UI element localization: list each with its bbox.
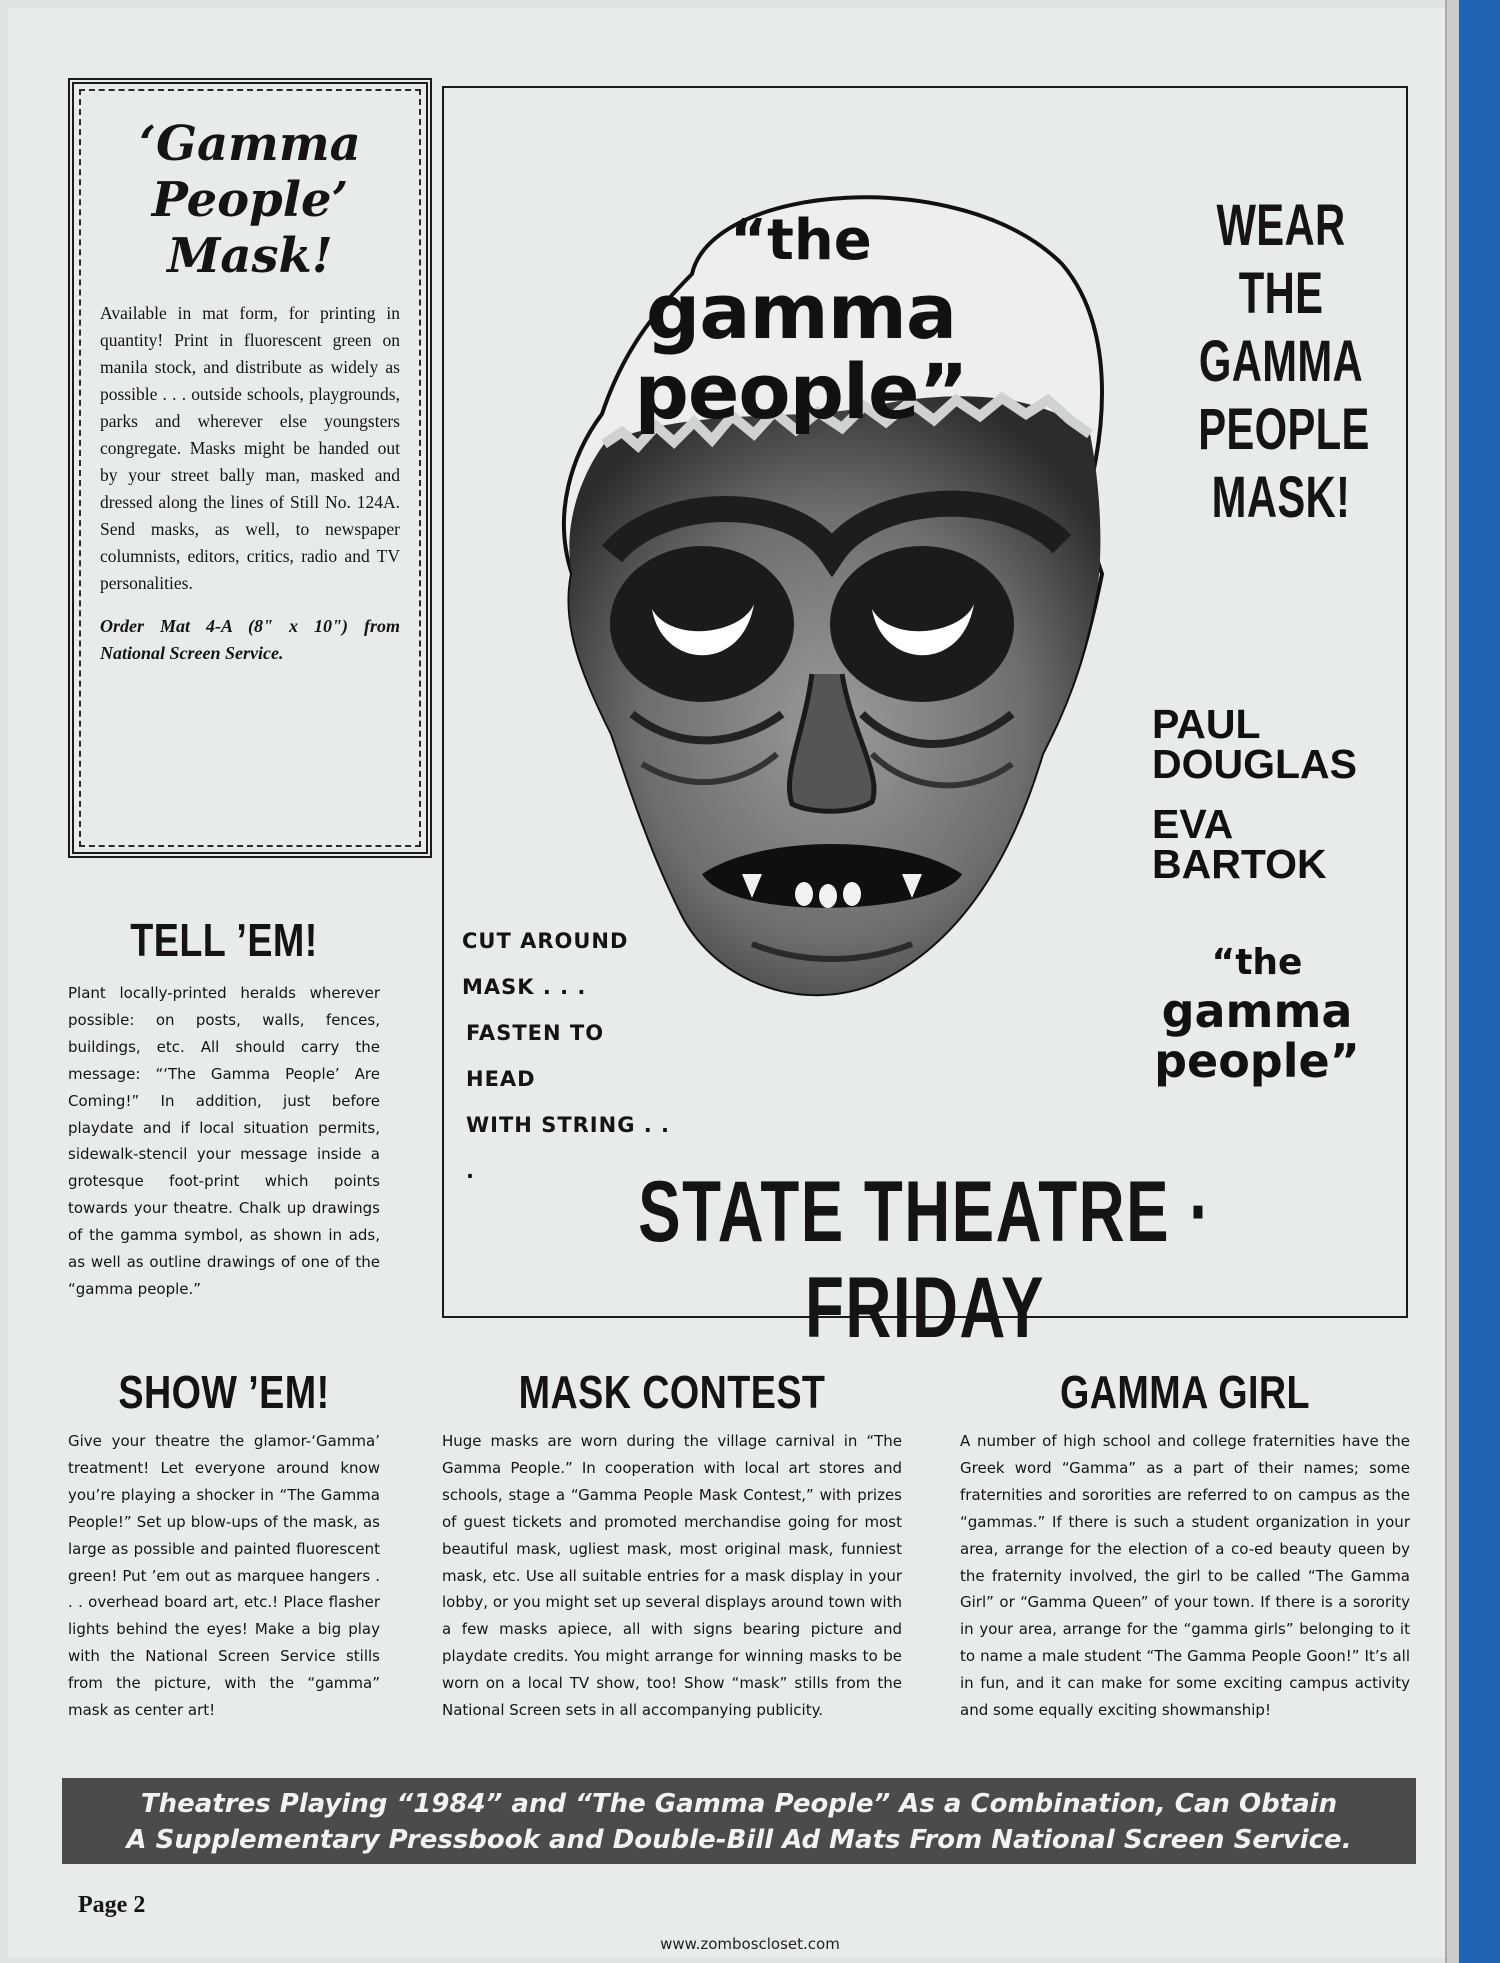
mask-promo-box xyxy=(68,78,432,858)
gamma-girl-heading: GAMMA GIRL xyxy=(1060,1366,1310,1418)
instruction-line: WITH STRING . . . xyxy=(466,1113,671,1183)
mask-promo-title-line: People’ xyxy=(151,172,349,228)
instruction-line: HEAD xyxy=(466,1067,536,1091)
cast-line: BARTOK xyxy=(1152,841,1327,887)
source-watermark: www.zomboscloset.com xyxy=(660,1935,840,1953)
side-title-gamma: gamma xyxy=(1161,984,1353,1038)
wear-mask-headline xyxy=(1166,192,1396,532)
wear-line: WEAR xyxy=(1216,193,1346,258)
title-line-the: “the xyxy=(730,208,872,273)
mask-ad-panel xyxy=(442,86,1408,1356)
blue-backdrop xyxy=(1452,0,1500,1963)
venue-text: STATE THEATRE · FRIDAY xyxy=(638,1164,1212,1356)
side-title-people: people” xyxy=(1154,1034,1360,1088)
title-line-gamma: gamma xyxy=(645,267,957,356)
gamma-girl-body: A number of high school and college fraternities have the Greek word “Gamma” as a part of their names; some fraternities and sororities are referred to on campus as the “gammas.” If there is such a student organization in your area, arrange for the election of a co-ed beauty queen by the fraternity involved, the girl to be called “The Gamma Girl” or “Gamma Queen” of your town. If there is a sorority in your area, arrange for the “gamma girls” belonging to it to name a male student “The Gamma People Goon!” It’s all in fun, and it can make for some exciting campus activity and some equally exciting showmanship! xyxy=(960,1432,1410,1720)
page-number: Page 2 xyxy=(78,1892,146,1918)
show-em-body: Give your theatre the glamor-‘Gamma’ treatment! Let everyone around know you’re playing a shocker in “The Gamma People!” Set up blow-ups of the mask, as large as possible and painted fluorescent green! Put ’em out as marquee hangers . . . overhead board art, etc.! Place flasher lights behind the eyes! Make a big play with the National Screen Service stills from the picture, with the “gamma” mask as center art! xyxy=(68,1432,380,1720)
page-spine xyxy=(1445,0,1459,1963)
instruction-line: FASTEN TO xyxy=(466,1021,605,1045)
cast-line: DOUGLAS xyxy=(1152,741,1357,787)
wear-line: PEOPLE xyxy=(1198,397,1370,462)
tell-em-section xyxy=(68,914,380,1303)
left-eye-socket xyxy=(610,546,794,702)
wear-line: MASK! xyxy=(1211,465,1351,530)
mask-promo-order: Order Mat 4-A (8" x 10") from National Screen Service. xyxy=(100,616,400,663)
gamma-girl-section xyxy=(960,1366,1410,1724)
wear-line: GAMMA xyxy=(1198,329,1364,394)
side-title-the: “the xyxy=(1211,942,1303,983)
instruction-line: MASK . . . xyxy=(462,975,587,999)
ad-side-title xyxy=(1112,940,1402,1086)
wear-line: THE xyxy=(1238,261,1324,326)
mask-promo-body: Available in mat form, for printing in quantity! Print in fluorescent green on manila stock, and distribute as widely as possible . . . outside schools, playgrounds, parks and wherever else youngsters congregate. Masks might be handed out by your street bally man, masked and dressed along the lines of Still No. 124A. Send masks, as well, to newspaper columnists, editors, critics, radio and TV personalities. xyxy=(100,303,400,593)
mask-promo-title xyxy=(100,116,400,284)
banner-line: Theatres Playing “1984” and “The Gamma People” As a Combination, Can Obtain xyxy=(140,1789,1338,1819)
tell-em-body: Plant locally-printed heralds wherever possible: on posts, walls, fences, buildings, etc. All should carry the message: “‘The Gamma People’ Are Coming!” In addition, just before playdate and if local situation permits, sidewalk-stencil your message inside a grotesque foot-print which points towards your theatre. Chalk up drawings of the gamma symbol, as shown in ads, as well as outline drawings of one of the “gamma people.” xyxy=(68,984,380,1298)
mask-contest-body: Huge masks are worn during the village carnival in “The Gamma People.” In cooperation with local art stores and schools, stage a “Gamma People Mask Contest,” with prizes of guest tickets and promoted merchandise going for most beautiful mask, ugliest mask, most original mask, funniest mask, etc. Use all suitable entries for a mask display in your lobby, or you might set up several displays around town with a few masks apiece, all with signs bearing picture and playdate credits. You might arrange for winning masks to be worn on a local TV show, too! Show “mask” stills from the National Screen sets in all accompanying publicity. xyxy=(442,1432,902,1720)
show-em-section xyxy=(68,1366,380,1724)
show-em-heading: SHOW ’EM! xyxy=(118,1366,330,1418)
cast-credits xyxy=(1152,701,1402,887)
right-eye-socket xyxy=(830,546,1014,702)
mask-contest-section xyxy=(442,1366,902,1724)
cast-line: EVA xyxy=(1152,801,1234,847)
cut-instructions xyxy=(462,918,672,1194)
mask-contest-heading: MASK CONTEST xyxy=(518,1366,826,1418)
mask-promo-title-line: ‘Gamma xyxy=(139,116,361,172)
cast-line: PAUL xyxy=(1152,701,1261,747)
venue-line xyxy=(444,1164,1406,1356)
combination-banner xyxy=(62,1778,1416,1864)
mask-forehead-title xyxy=(566,208,1036,436)
banner-line: A Supplementary Pressbook and Double-Bill Ad Mats From National Screen Service. xyxy=(126,1825,1352,1855)
mask-promo-title-line: Mask! xyxy=(167,228,333,284)
title-line-people: people” xyxy=(634,347,968,436)
instruction-line: CUT AROUND xyxy=(462,929,629,953)
tell-em-heading: TELL ’EM! xyxy=(130,914,318,966)
